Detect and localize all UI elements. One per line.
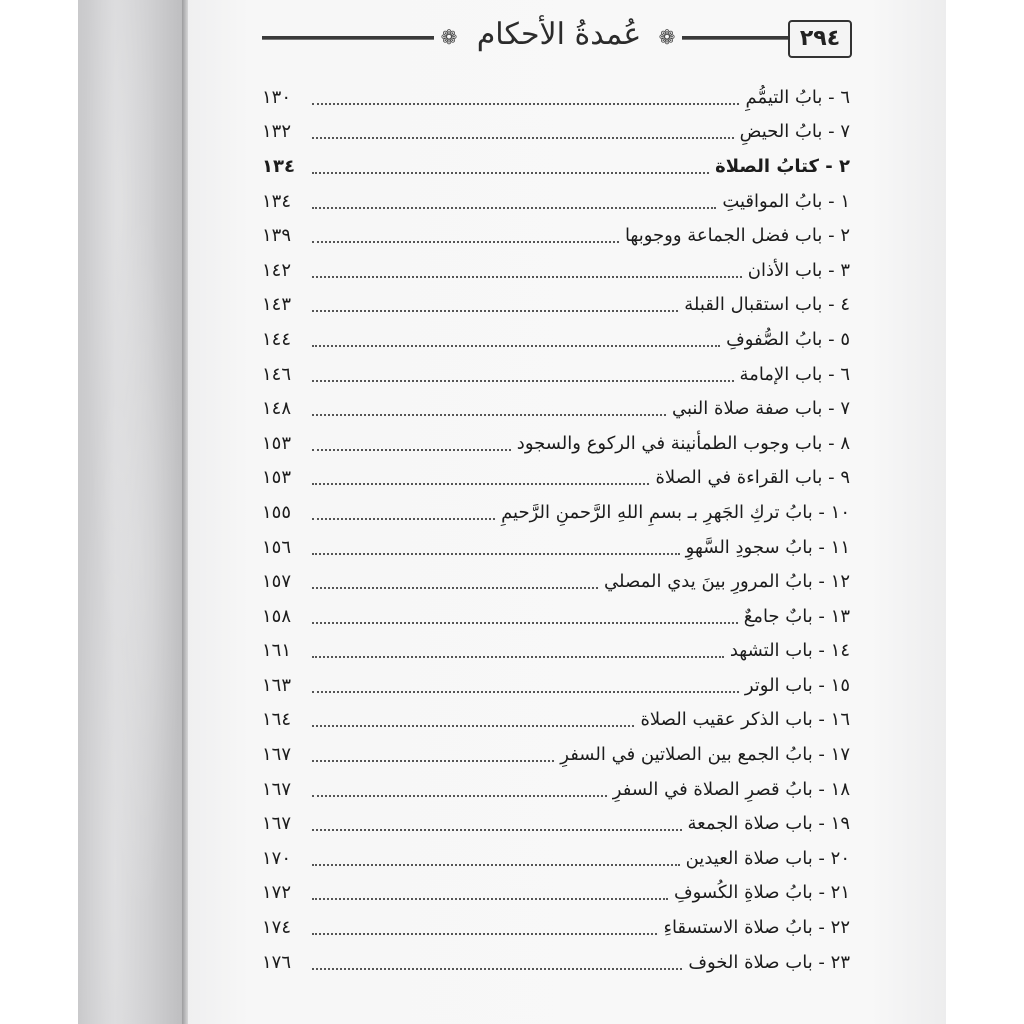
toc-leader-dots (312, 379, 734, 382)
toc-leader-dots (312, 932, 657, 935)
toc-leader-dots (312, 586, 598, 589)
toc-page-number: ١٦٧ (262, 744, 292, 766)
toc-leader-dots (312, 309, 678, 312)
toc-page-number: ١٧٠ (262, 847, 292, 869)
toc-page-number: ١٤٤ (262, 328, 292, 350)
toc-page-number: ١٥٧ (262, 571, 292, 593)
toc-row[interactable] (262, 80, 850, 115)
toc-page-number: ١٣٤ (262, 155, 295, 177)
toc-page-number: ١٦٣ (262, 674, 292, 696)
toc-entry-title: ١ - بابُ المواقيتِ (722, 190, 850, 212)
toc-page-number: ١٧٢ (262, 882, 292, 904)
toc-row[interactable] (262, 564, 850, 599)
toc-entry-title: ٦ - بابُ التيمُّمِ (745, 86, 850, 108)
toc-entry-title: ٩ - باب القراءة في الصلاة (655, 467, 850, 489)
toc-row[interactable] (262, 322, 850, 357)
toc-row[interactable] (262, 495, 850, 530)
toc-leader-dots (312, 759, 554, 762)
toc-leader-dots (312, 794, 607, 797)
toc-entry-title: ٢٠ - باب صلاة العيدين (685, 847, 850, 869)
toc-entry-title: ٦ - باب الإمامة (739, 363, 850, 385)
toc-leader-dots (312, 828, 682, 831)
toc-row[interactable] (262, 184, 850, 219)
toc-entry-title: ٤ - باب استقبال القبلة (684, 294, 850, 316)
toc-leader-dots (312, 206, 716, 209)
toc-row[interactable] (262, 634, 850, 669)
toc-chapter-row[interactable] (262, 149, 850, 184)
toc-leader-dots (312, 171, 709, 174)
toc-entry-title: ٢٣ - باب صلاة الخوف (688, 951, 850, 973)
toc-page-number: ١٦٧ (262, 813, 292, 835)
toc-row[interactable] (262, 218, 850, 253)
toc-leader-dots (312, 240, 619, 243)
toc-row[interactable] (262, 599, 850, 634)
toc-entry-title: ١٥ - باب الوتر (744, 674, 850, 696)
toc-page-number: ١٥٣ (262, 467, 292, 489)
header-rule-left (262, 36, 434, 40)
toc-leader-dots (312, 344, 720, 347)
toc-entry-title: ٧ - باب صفة صلاة النبي (671, 398, 850, 420)
toc-row[interactable] (262, 772, 850, 807)
toc-row[interactable] (262, 945, 850, 980)
toc-leader-dots (312, 897, 668, 900)
toc-leader-dots (312, 482, 649, 485)
toc-leader-dots (312, 102, 739, 105)
page-number: ٢٩٤ (788, 20, 852, 58)
toc-row[interactable] (262, 668, 850, 703)
toc-entry-title: ٢٢ - بابُ صلاة الاستسقاءِ (663, 917, 850, 939)
toc-row[interactable] (262, 288, 850, 323)
toc-entry-title: ٢ - كتابُ الصلاة (715, 155, 850, 177)
toc-row[interactable] (262, 703, 850, 738)
toc-page-number: ١٤٨ (262, 398, 292, 420)
toc-page-number: ١٥٣ (262, 432, 292, 454)
toc-row[interactable] (262, 253, 850, 288)
toc-leader-dots (312, 552, 680, 555)
toc-entry-title: ١٨ - بابُ قصرِ الصلاة في السفرِ (612, 778, 850, 800)
toc-entry-title: ٧ - بابُ الحيضِ (739, 121, 850, 143)
toc-row[interactable] (262, 910, 850, 945)
toc-page-number: ١٧٤ (262, 917, 292, 939)
toc-entry-title: ٢ - باب فضل الجماعة ووجوبها (624, 225, 850, 247)
toc-page-number: ١٤٦ (262, 363, 292, 385)
toc-entry-title: ١٧ - بابُ الجمع بين الصلاتين في السفرِ (560, 744, 850, 766)
toc-leader-dots (312, 413, 666, 416)
toc-entry-title: ٢١ - بابُ صلاةِ الكُسوفِ (673, 882, 850, 904)
toc-page-number: ١٧٦ (262, 951, 292, 973)
ornament-icon: ❁ (440, 25, 458, 49)
toc-entry-title: ١٣ - بابٌ جامعٌ (743, 605, 850, 627)
left-page-edge (78, 0, 184, 1024)
toc-leader-dots (312, 655, 724, 658)
toc-row[interactable] (262, 391, 850, 426)
toc-leader-dots (312, 690, 739, 693)
toc-entry-title: ١٦ - باب الذكر عقيب الصلاة (640, 709, 850, 731)
toc-entry-title: ١١ - بابُ سجودِ السَّهوِ (685, 536, 850, 558)
background (946, 0, 1024, 1024)
toc-leader-dots (312, 136, 734, 139)
toc-entry-title: ٣ - باب الأذان (747, 259, 850, 281)
toc-leader-dots (312, 967, 682, 970)
toc-page-number: ١٣٢ (262, 121, 292, 143)
toc-row[interactable] (262, 461, 850, 496)
toc-entry-title: ١٢ - بابُ المرورِ بينَ يدي المصلي (604, 571, 850, 593)
toc-entry-title: ٥ - بابُ الصُّفوفِ (726, 328, 850, 350)
toc-page-number: ١٣٩ (262, 225, 292, 247)
ornament-icon: ❁ (658, 25, 676, 49)
toc-page-number: ١٤٣ (262, 294, 292, 316)
toc-page-number: ١٥٦ (262, 536, 292, 558)
toc-entry-title: ١٤ - باب التشهد (729, 640, 850, 662)
table-of-contents (262, 80, 850, 979)
toc-row[interactable] (262, 806, 850, 841)
toc-page-number: ١٦١ (262, 640, 292, 662)
toc-row[interactable] (262, 737, 850, 772)
toc-leader-dots (312, 448, 511, 451)
toc-leader-dots (312, 517, 495, 520)
toc-row[interactable] (262, 841, 850, 876)
toc-leader-dots (312, 863, 680, 866)
toc-leader-dots (312, 275, 742, 278)
toc-leader-dots (312, 621, 738, 624)
page-header (262, 12, 852, 60)
toc-page-number: ١٤٢ (262, 259, 292, 281)
toc-row[interactable] (262, 426, 850, 461)
toc-row[interactable] (262, 876, 850, 911)
toc-entry-title: ٨ - باب وجوب الطمأنينة في الركوع والسجود (516, 432, 850, 454)
toc-row[interactable] (262, 357, 850, 392)
toc-page-number: ١٥٨ (262, 605, 292, 627)
header-rule-right (682, 36, 788, 40)
toc-page-number: ١٥٥ (262, 501, 292, 523)
toc-page-number: ١٦٧ (262, 778, 292, 800)
toc-page-number: ١٦٤ (262, 709, 292, 731)
toc-row[interactable] (262, 115, 850, 150)
toc-page-number: ١٣٤ (262, 190, 292, 212)
book-title: عُمدةُ الأحكام (476, 17, 642, 52)
toc-entry-title: ١٩ - باب صلاة الجمعة (687, 813, 850, 835)
toc-entry-title: ١٠ - بابُ تركِ الجَهرِ بـ بسمِ اللهِ الرَّحمنِ الرَّحيمِ (501, 501, 850, 523)
toc-row[interactable] (262, 530, 850, 565)
toc-leader-dots (312, 724, 634, 727)
toc-page-number: ١٣٠ (262, 86, 292, 108)
